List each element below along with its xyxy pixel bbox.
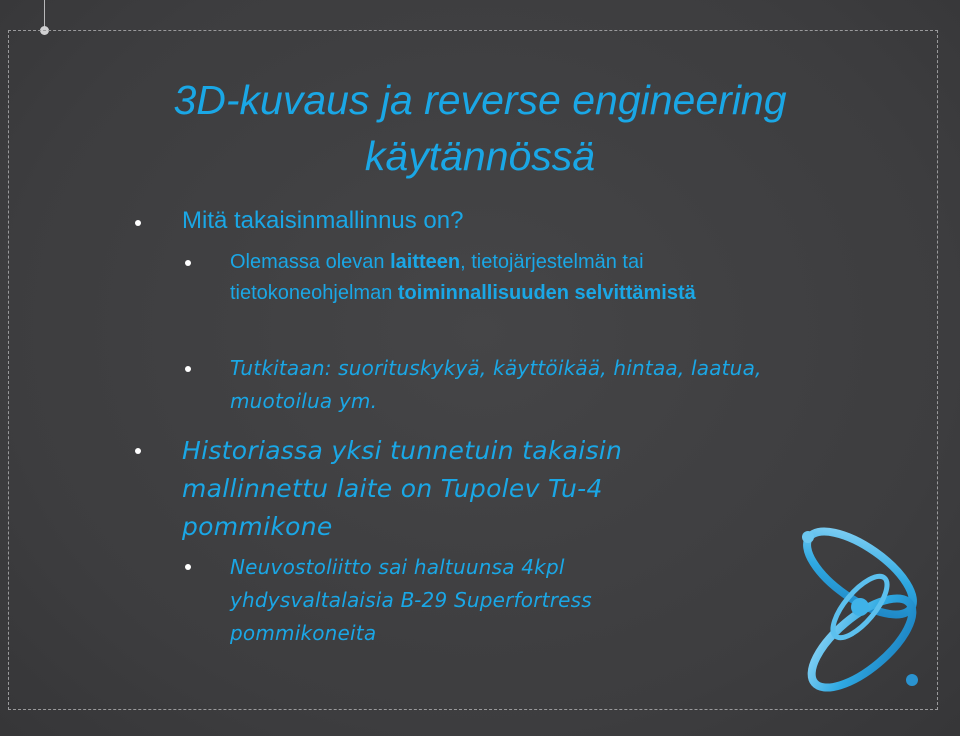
bullet-dot (135, 448, 141, 454)
title-line-1: 3D-kuvaus ja reverse engineering (173, 77, 787, 123)
slide-title (60, 72, 900, 184)
sub-bullet-definition: Olemassa olevan laitteen, tietojärjestelmän tai tietokoneohjelman toiminnallisuuden selvittämistä (230, 251, 696, 304)
bullet-what-is-reverse-engineering: Mitä takaisinmallinnus on? (182, 207, 464, 234)
sub-bullet-b29: Neuvostoliitto sai haltuunsa 4kpl yhdysvaltalaisia B-29 Superfortress pommikoneita (230, 555, 592, 645)
bullet-dot (135, 220, 141, 226)
sub-bullet-studied-aspects: Tutkitaan: suorituskykyä, käyttöikää, hintaa, laatua, muotoilua ym. (230, 356, 762, 413)
title-line-2: käytännössä (364, 133, 596, 179)
bullet-tupolev-history: Historiassa yksi tunnetuin takaisin mallinnettu laite on Tupolev Tu-4 pommikone (182, 436, 623, 541)
swirl-logo-icon (790, 515, 930, 700)
sub-bullet-dot (185, 366, 191, 372)
sub-bullet-dot (185, 564, 191, 570)
sub-bullet-dot (185, 260, 191, 266)
